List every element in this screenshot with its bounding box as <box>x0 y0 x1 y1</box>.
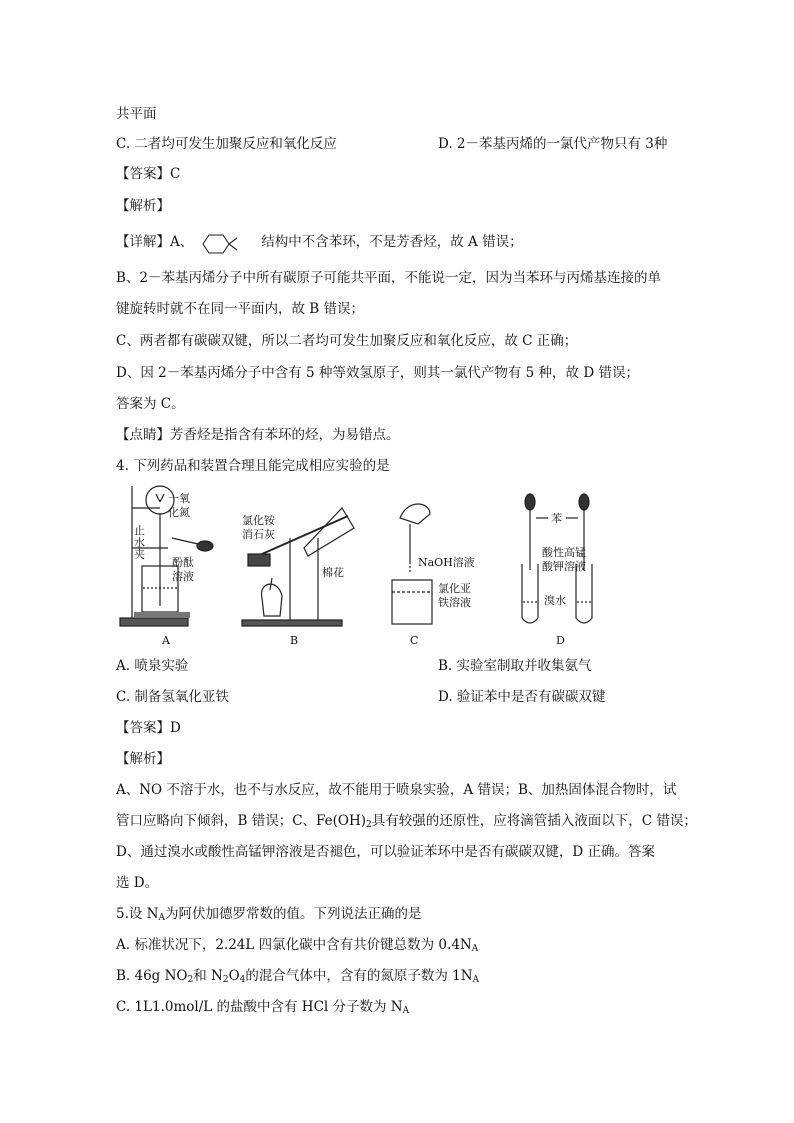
fig-b-label-1: 氯化铵 <box>242 514 275 527</box>
exp2-text-pre: 管口应略向下倾斜，B 错误；C、Fe(OH) <box>116 813 367 829</box>
fig-c-label-3: 铁溶液 <box>438 596 471 609</box>
q3-detail-b-2: 键旋转时就不在同一平面内，故 B 错误； <box>116 301 365 317</box>
q5-stem-pre: 5.设 N <box>116 906 159 922</box>
detail-a-suffix: 结构中不含苯环，不是芳香烃，故 A 错误； <box>261 234 523 250</box>
detail-a-prefix: 【详解】A、 <box>116 234 194 250</box>
q4-explanation-1: A、NO 不溶于水，也不与水反应，故不能用于喷泉实验，A 错误；B、加热固体混合物时，试 <box>116 782 677 798</box>
fig-c-label-2: 氯化亚 <box>438 582 471 595</box>
q4-explanation-4: 选 D。 <box>116 875 159 891</box>
fig-d-label-3: 酸钾溶液 <box>542 560 586 573</box>
q3-final-answer: 答案为 C。 <box>116 396 185 412</box>
q4-option-d: D. 验证苯中是否有碳碳双键 <box>438 689 606 705</box>
fig-c-label-1: NaOH溶液 <box>418 556 475 569</box>
q3-detail-b-1: B、2－苯基丙烯分子中所有碳原子可能共平面，不能说一定，因为当苯环与丙烯基连接的单 <box>116 270 662 286</box>
answer-text: 【答案】C <box>116 166 181 182</box>
q4-stem: 4. 下列药品和装置合理且能完成相应实验的是 <box>116 458 390 474</box>
q5-c-text: C. 1L1.0mol/L 的盐酸中含有 HCl 分子数为 N <box>116 999 403 1015</box>
q4-option-a: A. 喷泉实验 <box>116 658 189 674</box>
text-line <box>116 104 157 124</box>
q4-option-c: C. 制备氢氧化亚铁 <box>116 689 229 705</box>
fig-a-label-1: 一氧 <box>168 492 190 505</box>
q4-answer: 【答案】D <box>116 720 181 736</box>
fig-a-label-5: 夹 <box>134 548 145 561</box>
q5-a-text: A. 标准状况下，2.24L 四氯化碳中含有共价键总数为 0.4N <box>116 937 472 953</box>
q5-b-sub4: A <box>472 975 480 985</box>
q4-explanation-2 <box>116 811 697 835</box>
fig-d-label-1: 苯 <box>551 512 562 525</box>
fig-b-label-3: 棉花 <box>322 566 344 579</box>
q5-option-c <box>116 997 409 1021</box>
q5-a-subscript: A <box>471 944 479 954</box>
q4-explanation-3: D、通过溴水或酸性高锰钾溶液是否褪色，可以验证苯环中是否有碳碳双键，D 正确。答案 <box>116 844 655 860</box>
q3-tip: 【点睛】芳香烃是指含有苯环的烃，为易错点。 <box>116 427 400 443</box>
q5-b-mid: 和 N <box>193 968 223 984</box>
fig-b-label-2: 消石灰 <box>242 528 275 541</box>
exp2-subscript: 2 <box>366 820 372 830</box>
q5-b-pre: B. 46g NO <box>116 968 188 984</box>
apparatus-figure <box>112 478 612 648</box>
q4-analysis-heading: 【解析】 <box>116 751 170 767</box>
q5-b-sub1: 2 <box>187 975 194 985</box>
fig-d-label-2: 酸性高锰 <box>542 546 586 559</box>
analysis-text: 【解析】 <box>116 198 170 214</box>
q5-c-subscript: A <box>402 1006 410 1016</box>
q4-option-b: B. 实验室制取并收集氨气 <box>438 658 592 674</box>
q5-b-sub2: 2 <box>222 975 229 985</box>
q3-detail-d: D、因 2－苯基丙烯分子中含有 5 种等效氢原子，则其一氯代产物有 5 种，故 D 错误； <box>116 365 639 381</box>
q5-b-post: 的混合气体中，含有的氮原子数为 1N <box>245 968 473 984</box>
q5-stem-post: 为阿伏加德罗常数的值。下列说法正确的是 <box>164 906 422 922</box>
q5-stem-subscript: A <box>158 913 165 923</box>
q3-detail-c: C、两者都有碳碳双键，所以二者均可发生加聚反应和氧化反应，故 C 正确； <box>116 333 578 349</box>
option-row <box>116 134 337 154</box>
q5-b-sub3: 4 <box>239 975 246 985</box>
q5-option-b <box>116 966 479 990</box>
fig-b-caption: B <box>290 634 299 647</box>
fig-a-label-7: 溶液 <box>172 570 194 583</box>
q5-option-a <box>116 935 478 959</box>
fig-a-caption: A <box>162 634 170 647</box>
fig-a-label-3: 止 <box>134 524 145 537</box>
q5-stem <box>116 904 421 928</box>
exp2-text-post: 具有较强的还原性，应将滴管插入液面以下，C 错误； <box>371 813 697 829</box>
cyclohexyl-structure-icon <box>195 233 259 253</box>
q3-option-c: C. 二者均可发生加聚反应和氧化反应 <box>116 136 337 152</box>
fig-d-label-4: 溴水 <box>544 594 566 607</box>
q5-b-mid2: O <box>228 968 240 984</box>
continuation-text: 共平面 <box>116 106 157 122</box>
fig-c-caption: C <box>410 634 419 647</box>
q3-option-d: D. 2－苯基丙烯的一氯代产物只有 3种 <box>438 136 668 152</box>
q3-analysis-heading <box>116 196 170 216</box>
q3-detail-a <box>116 232 523 253</box>
fig-d-caption: D <box>556 634 565 647</box>
fig-a-label-6: 酚酞 <box>172 556 194 569</box>
fig-a-label-2: 化氮 <box>168 506 190 519</box>
fig-a-label-4: 水 <box>134 536 145 549</box>
q3-answer <box>116 164 180 184</box>
